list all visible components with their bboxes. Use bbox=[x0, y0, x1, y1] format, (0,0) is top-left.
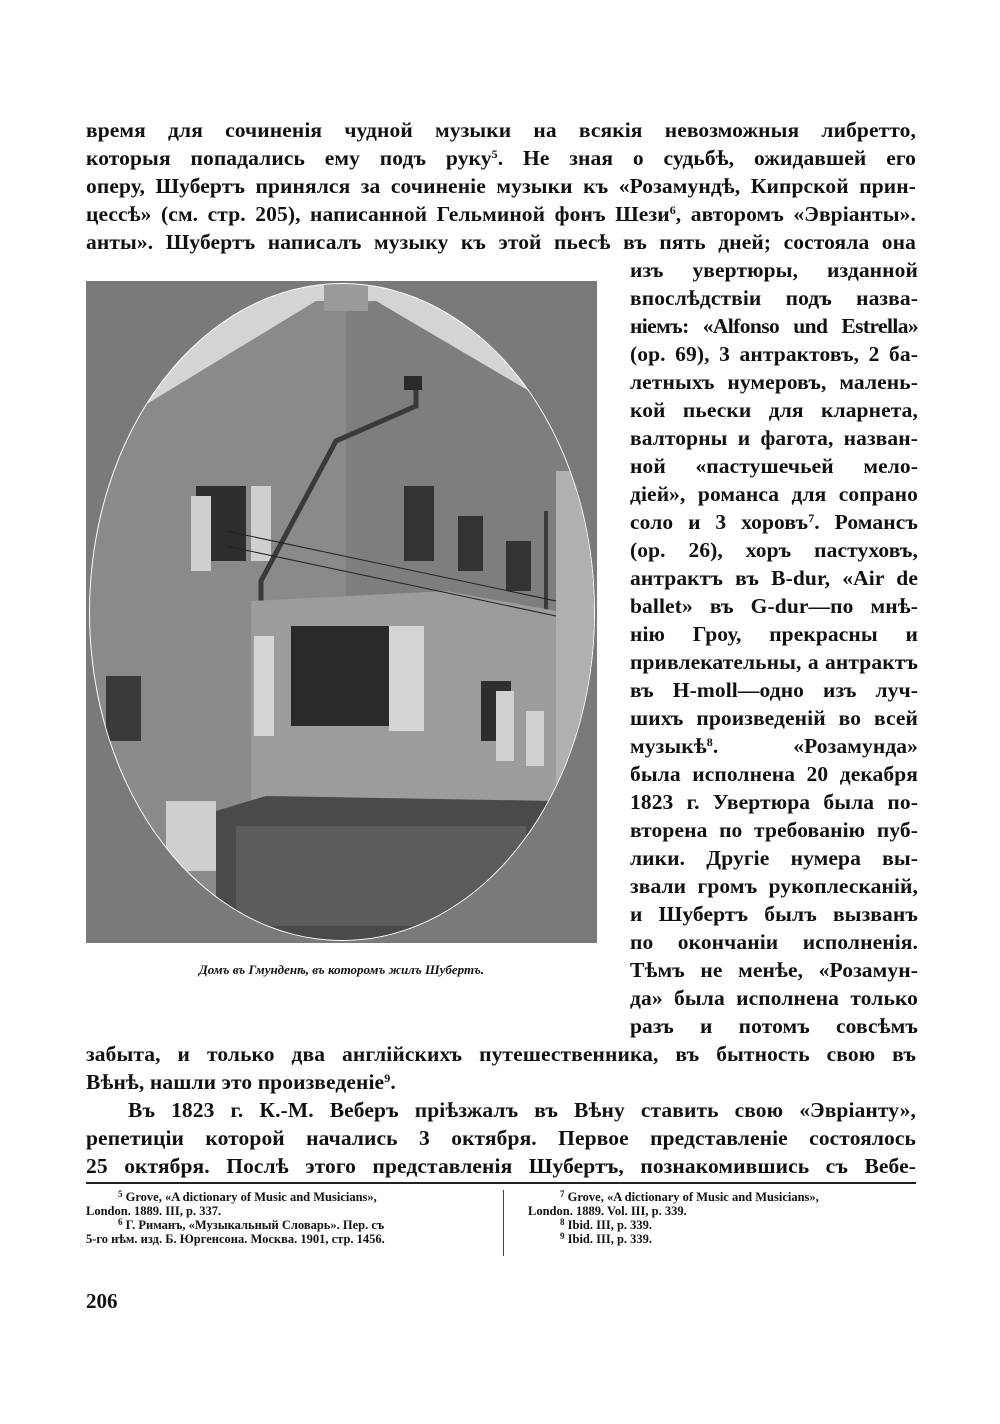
text-span: шихъ произведеній во всей bbox=[630, 706, 918, 730]
text-span: Grove, «A dictionary of Music and Musicians», bbox=[567, 1190, 819, 1204]
footnote-ref: 7 bbox=[808, 511, 815, 525]
side-line bbox=[630, 816, 918, 844]
side-line bbox=[630, 928, 918, 956]
text-span: валторны и фагота, назван- bbox=[630, 426, 918, 450]
side-line bbox=[630, 732, 918, 760]
text-span: была исполнена 20 декабря bbox=[630, 762, 918, 786]
footnote-ref: 9 bbox=[384, 1071, 391, 1085]
text-span: . Романсъ bbox=[814, 510, 918, 534]
text-span: въ H-moll—одно изъ луч- bbox=[630, 678, 918, 702]
body-line-5 bbox=[86, 228, 916, 256]
text-span: ніемъ: «Alfonso und Estrella» bbox=[630, 314, 918, 338]
footnote-7-cont bbox=[528, 1204, 687, 1218]
text-span: впослѣдствіи подъ назва- bbox=[630, 286, 918, 310]
text-span: летныхъ нумеровъ, малень- bbox=[630, 370, 918, 394]
footnote-6 bbox=[118, 1218, 384, 1232]
text-span: Grove, «A dictionary of Music and Musicians», bbox=[125, 1190, 377, 1204]
text-span: оперу, Шубертъ принялся за сочиненіе музыки къ «Розамундѣ, Кипрской прин- bbox=[86, 174, 916, 198]
text-span: лики. Другіе нумера вы- bbox=[630, 846, 918, 870]
house-photograph bbox=[86, 281, 597, 943]
text-span: которыя попадались ему подъ руку bbox=[86, 146, 492, 170]
text-span: ной «пастушечьей мело- bbox=[630, 454, 918, 478]
side-line bbox=[630, 340, 918, 368]
text-span: London. 1889. Vol. III, p. 339. bbox=[528, 1204, 687, 1218]
page-number: 206 bbox=[86, 1289, 118, 1313]
side-line bbox=[630, 452, 918, 480]
footnote-column-divider bbox=[503, 1190, 504, 1256]
side-line bbox=[630, 396, 918, 424]
side-line bbox=[630, 984, 918, 1012]
text-span: . Не зная о судьбѣ, ожидавшей его bbox=[497, 146, 917, 170]
footnote-number: 6 bbox=[118, 1217, 123, 1227]
text-span: 25 октября. Послѣ этого представленія Шубертъ, познакомившись съ Вебе- bbox=[86, 1154, 916, 1178]
text-span: London. 1889. III, p. 337. bbox=[86, 1204, 222, 1218]
text-span: нію Гроу, прекрасны и bbox=[630, 622, 918, 646]
side-line bbox=[630, 564, 918, 592]
text-span: Вѣнѣ, нашли это произведеніе bbox=[86, 1070, 385, 1094]
body-line-1 bbox=[86, 116, 916, 144]
text-span: Въ 1823 г. К.-М. Веберъ пріѣзжалъ въ Вѣну ставить свою «Эвріанту», bbox=[128, 1098, 916, 1122]
house-illustration bbox=[86, 281, 597, 943]
body-line-after bbox=[86, 1040, 916, 1068]
text-span: Тѣмъ не менѣе, «Розамун- bbox=[630, 958, 918, 982]
photo-caption: Домъ въ Гмунденѣ, въ которомъ жилъ Шубертъ. bbox=[198, 962, 485, 977]
text-span: Ibid. III, p. 339. bbox=[567, 1218, 653, 1232]
text-span: репетиціи которой начались 3 октября. Первое представленіе состоялось bbox=[86, 1126, 916, 1150]
side-line bbox=[630, 592, 918, 620]
side-line bbox=[630, 872, 918, 900]
side-line bbox=[630, 508, 918, 536]
text-span: звали громъ рукоплесканій, bbox=[630, 874, 918, 898]
text-span: Ibid. III, p. 339. bbox=[567, 1232, 653, 1246]
text-span: изъ увертюры, изданной bbox=[630, 258, 918, 282]
side-line bbox=[630, 536, 918, 564]
side-line bbox=[630, 480, 918, 508]
footnote-ref: 6 bbox=[669, 203, 676, 217]
side-line bbox=[630, 844, 918, 872]
body-line-3 bbox=[86, 172, 916, 200]
text-span: вторена по требованію пуб- bbox=[630, 818, 918, 842]
side-line bbox=[630, 312, 918, 340]
side-line bbox=[630, 368, 918, 396]
side-line bbox=[630, 760, 918, 788]
side-line bbox=[630, 284, 918, 312]
footnote-rule bbox=[86, 1182, 916, 1184]
side-line bbox=[630, 648, 918, 676]
text-span: , авторомъ «Эвріанты». bbox=[675, 202, 916, 226]
side-line bbox=[630, 424, 918, 452]
footnote-9 bbox=[560, 1232, 652, 1246]
footnote-ref: 8 bbox=[706, 735, 713, 749]
text-span: діей», романса для сопрано bbox=[630, 482, 918, 506]
side-line bbox=[630, 256, 918, 284]
text-span: кой пьески для кларнета, bbox=[630, 398, 918, 422]
text-span: . «Розамунда» bbox=[712, 734, 918, 758]
footnote-number: 8 bbox=[560, 1217, 565, 1227]
body-line-2 bbox=[86, 144, 916, 172]
text-span: по окончаніи исполненія. bbox=[630, 930, 918, 954]
side-line bbox=[630, 956, 918, 984]
body-line-after bbox=[86, 1152, 916, 1180]
text-span: (ор. 69), 3 антрактовъ, 2 ба- bbox=[630, 342, 918, 366]
footnote-6-cont bbox=[86, 1232, 385, 1246]
side-line bbox=[630, 620, 918, 648]
text-span: время для сочиненія чудной музыки на всякія невозможныя либретто, bbox=[86, 118, 916, 142]
footnote-5-cont bbox=[86, 1204, 221, 1218]
text-span: и Шубертъ былъ вызванъ bbox=[630, 902, 918, 926]
footnote-8 bbox=[560, 1218, 652, 1232]
text-span: 5-го нѣм. изд. Б. Юргенсона. Москва. 1901, стр. 1456. bbox=[86, 1232, 385, 1246]
body-line-4 bbox=[86, 200, 916, 228]
text-span: 1823 г. Увертюра была по- bbox=[630, 790, 918, 814]
text-span: анты». Шубертъ написалъ музыку къ этой пьесѣ въ пять дней; состояла она bbox=[86, 230, 916, 254]
text-span: (ор. 26), хоръ пастуховъ, bbox=[630, 538, 918, 562]
side-line bbox=[630, 900, 918, 928]
footnote-number: 7 bbox=[560, 1189, 565, 1199]
text-span: соло и 3 хоровъ bbox=[630, 510, 809, 534]
side-line bbox=[630, 676, 918, 704]
footnote-ref: 5 bbox=[491, 147, 498, 161]
text-span: забыта, и только два англійскихъ путешественника, въ бытность свою въ bbox=[86, 1042, 916, 1066]
text-span: привлекательны, а антрактъ bbox=[630, 650, 918, 674]
body-line-after bbox=[86, 1124, 916, 1152]
side-line bbox=[630, 1012, 918, 1040]
text-span: . bbox=[390, 1070, 396, 1094]
text-span: Г. Риманъ, «Музыкальный Словарь». Пер. съ bbox=[125, 1218, 385, 1232]
side-line bbox=[630, 704, 918, 732]
text-span: антрактъ въ B-dur, «Air de bbox=[630, 566, 918, 590]
body-line-after bbox=[86, 1096, 916, 1124]
footnote-number: 5 bbox=[118, 1189, 123, 1199]
body-line-after bbox=[86, 1068, 916, 1096]
footnote-7 bbox=[560, 1190, 819, 1204]
text-span: цессѣ» (см. стр. 205), написанной Гельминой фонъ Шези bbox=[86, 202, 670, 226]
text-span: ballet» въ G-dur—по мнѣ- bbox=[630, 594, 918, 618]
text-span: музыкѣ bbox=[630, 734, 707, 758]
text-span: да» была исполнена только bbox=[630, 986, 918, 1010]
side-line bbox=[630, 788, 918, 816]
text-span: разъ и потомъ совсѣмъ bbox=[630, 1014, 918, 1038]
footnote-5 bbox=[118, 1190, 377, 1204]
footnote-number: 9 bbox=[560, 1231, 565, 1241]
